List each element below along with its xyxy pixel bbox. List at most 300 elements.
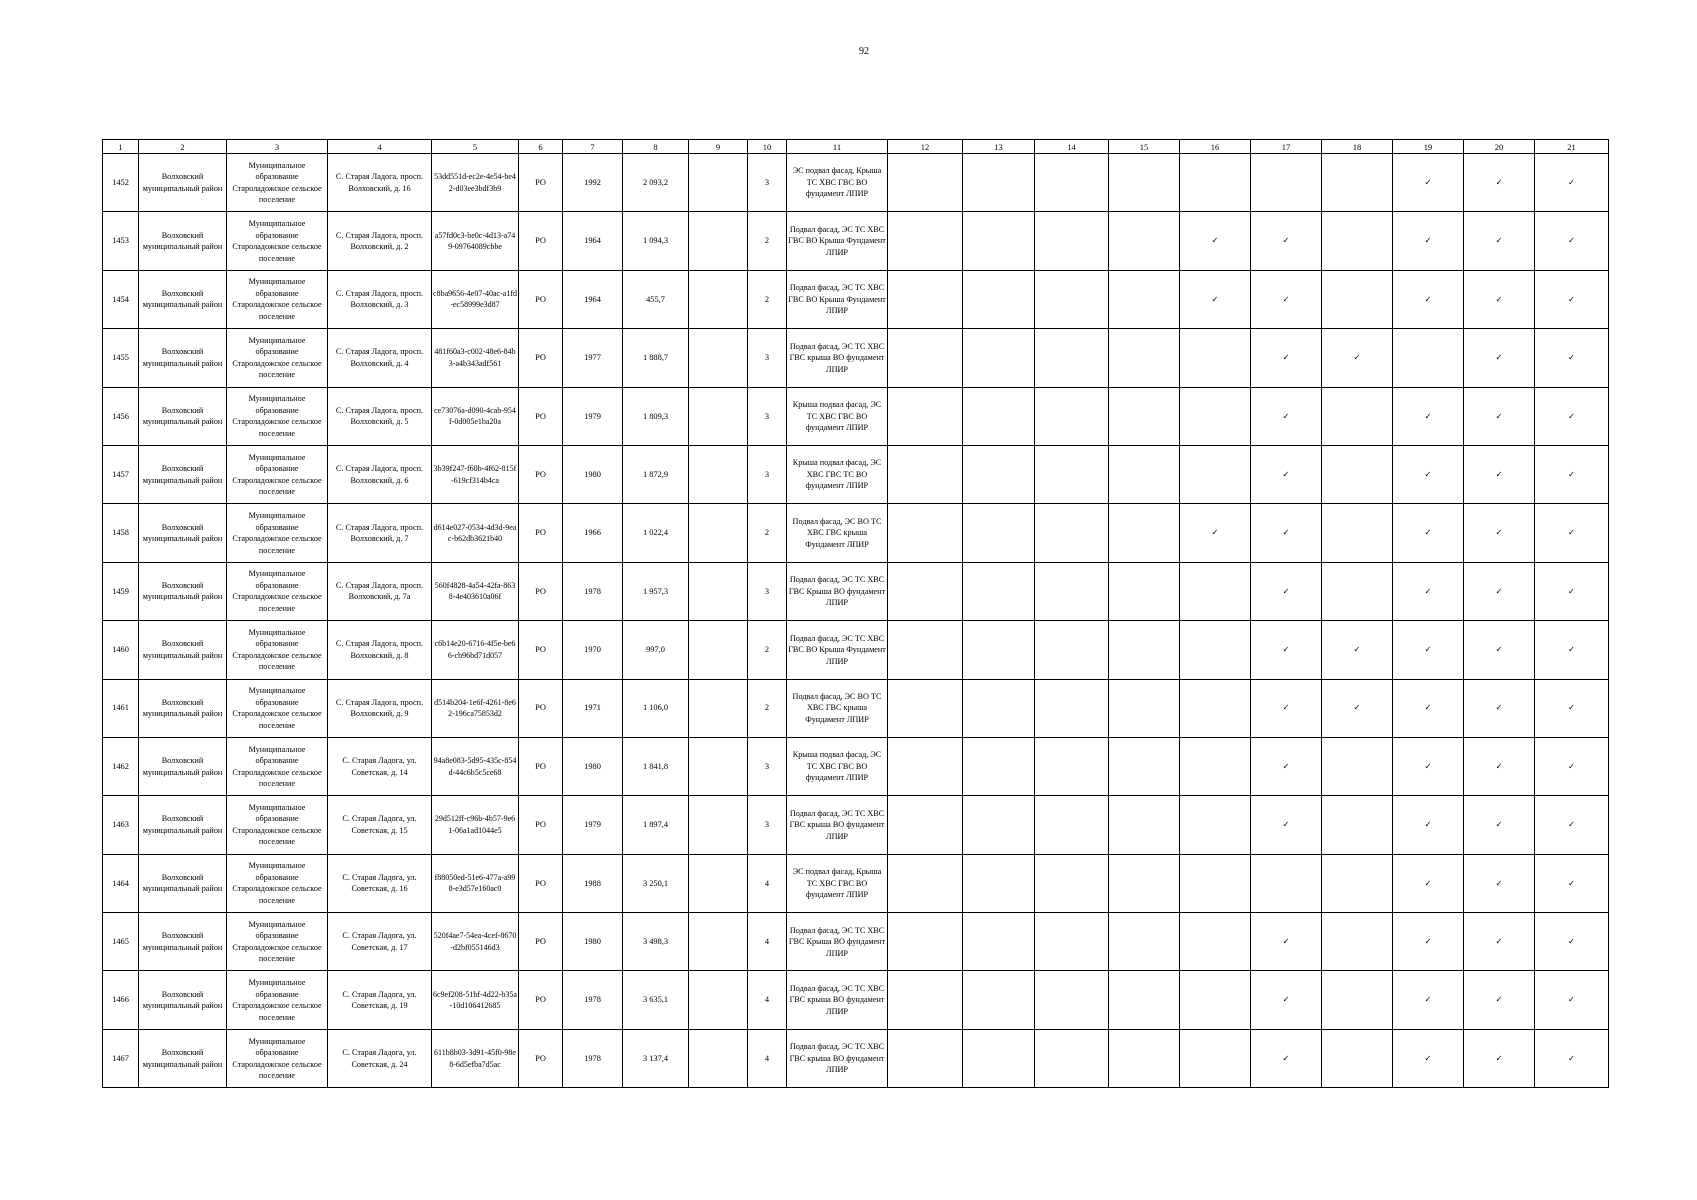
column-header: 15 bbox=[1109, 140, 1180, 154]
col-19-cell: ✓ bbox=[1393, 621, 1464, 679]
register-body bbox=[103, 154, 1609, 1088]
col-13-cell bbox=[963, 154, 1035, 212]
column-header: 13 bbox=[963, 140, 1035, 154]
col-19-cell: ✓ bbox=[1393, 387, 1464, 445]
col-20-cell: ✓ bbox=[1464, 504, 1535, 562]
row-number-cell: 1460 bbox=[103, 621, 139, 679]
address-cell: С. Старая Ладога, просп. Волховский, д. 9 bbox=[328, 679, 432, 737]
building-id-cell: c8ba9656-4e07-40ac-a1fd-ec58999e3d87 bbox=[432, 270, 519, 328]
col-9-cell bbox=[689, 913, 748, 971]
column-header: 21 bbox=[1535, 140, 1609, 154]
col-10-cell: 2 bbox=[748, 504, 787, 562]
col-18-cell bbox=[1322, 154, 1393, 212]
col-18-cell bbox=[1322, 971, 1393, 1029]
district-cell: Волховский муниципальный район bbox=[139, 679, 227, 737]
col-20-cell: ✓ bbox=[1464, 913, 1535, 971]
col-21-cell: ✓ bbox=[1535, 737, 1609, 795]
col-19-cell: ✓ bbox=[1393, 971, 1464, 1029]
col-9-cell bbox=[689, 212, 748, 270]
works-list-cell: Крыша подвал фасад, ЭС ТС ХВС ГВС ВО фундамент ЛПИР bbox=[787, 737, 888, 795]
municipality-cell: Муниципальное образование Староладожское сельское поселение bbox=[227, 913, 328, 971]
col-9-cell bbox=[689, 621, 748, 679]
district-cell: Волховский муниципальный район bbox=[139, 796, 227, 854]
col-16-cell bbox=[1180, 445, 1251, 503]
works-list-cell: Подвал фасад, ЭС ВО ТС ХВС ГВС крыша Фундамент ЛПИР bbox=[787, 504, 888, 562]
col-10-cell: 4 bbox=[748, 1029, 787, 1087]
municipality-cell: Муниципальное образование Староладожское сельское поселение bbox=[227, 1029, 328, 1087]
fund-form-cell: РО bbox=[519, 212, 563, 270]
column-header: 14 bbox=[1035, 140, 1109, 154]
works-list-cell: ЭС подвал фасад, Крыша ТС ХВС ГВС ВО фундамент ЛПИР bbox=[787, 154, 888, 212]
col-18-cell bbox=[1322, 562, 1393, 620]
municipality-cell: Муниципальное образование Староладожское сельское поселение bbox=[227, 854, 328, 912]
col-12-cell bbox=[888, 270, 963, 328]
col-9-cell bbox=[689, 854, 748, 912]
col-13-cell bbox=[963, 445, 1035, 503]
year-cell: 1971 bbox=[563, 679, 623, 737]
building-id-cell: 3b39f247-f60b-4f62-815f-619cf314b4ca bbox=[432, 445, 519, 503]
building-id-cell: 520f4ae7-54ea-4cef-8670-d2bf055146d3 bbox=[432, 913, 519, 971]
column-header: 18 bbox=[1322, 140, 1393, 154]
col-13-cell bbox=[963, 387, 1035, 445]
col-15-cell bbox=[1109, 387, 1180, 445]
building-id-cell: d614e027-0534-4d3d-9eac-b62db3621b40 bbox=[432, 504, 519, 562]
col-21-cell: ✓ bbox=[1535, 679, 1609, 737]
year-cell: 1979 bbox=[563, 796, 623, 854]
table-row bbox=[103, 562, 1609, 620]
fund-form-cell: РО bbox=[519, 154, 563, 212]
fund-form-cell: РО bbox=[519, 913, 563, 971]
address-cell: С. Старая Ладога, просп. Волховский, д. 7а bbox=[328, 562, 432, 620]
area-cell: 3 137,4 bbox=[623, 1029, 689, 1087]
col-13-cell bbox=[963, 270, 1035, 328]
area-cell: 1 022,4 bbox=[623, 504, 689, 562]
col-9-cell bbox=[689, 562, 748, 620]
fund-form-cell: РО bbox=[519, 621, 563, 679]
col-13-cell bbox=[963, 913, 1035, 971]
col-14-cell bbox=[1035, 679, 1109, 737]
col-18-cell: ✓ bbox=[1322, 679, 1393, 737]
col-14-cell bbox=[1035, 504, 1109, 562]
district-cell: Волховский муниципальный район bbox=[139, 971, 227, 1029]
col-15-cell bbox=[1109, 445, 1180, 503]
col-10-cell: 3 bbox=[748, 154, 787, 212]
col-20-cell: ✓ bbox=[1464, 1029, 1535, 1087]
year-cell: 1980 bbox=[563, 913, 623, 971]
table-row bbox=[103, 679, 1609, 737]
building-id-cell: 6c9ef208-51bf-4d22-b35a-10d106412685 bbox=[432, 971, 519, 1029]
works-list-cell: Крыша подвал фасад, ЭС ТС ХВС ГВС ВО фундамент ЛПИР bbox=[787, 387, 888, 445]
col-14-cell bbox=[1035, 854, 1109, 912]
col-17-cell: ✓ bbox=[1251, 212, 1322, 270]
row-number-cell: 1453 bbox=[103, 212, 139, 270]
col-15-cell bbox=[1109, 504, 1180, 562]
address-cell: С. Старая Ладога, просп. Волховский, д. 7 bbox=[328, 504, 432, 562]
col-9-cell bbox=[689, 329, 748, 387]
col-14-cell bbox=[1035, 971, 1109, 1029]
col-14-cell bbox=[1035, 562, 1109, 620]
table-row bbox=[103, 971, 1609, 1029]
col-14-cell bbox=[1035, 270, 1109, 328]
area-cell: 1 094,3 bbox=[623, 212, 689, 270]
works-list-cell: ЭС подвал фасад, Крыша ТС ХВС ГВС ВО фундамент ЛПИР bbox=[787, 854, 888, 912]
year-cell: 1978 bbox=[563, 971, 623, 1029]
address-cell: С. Старая Ладога, просп. Волховский, д. 16 bbox=[328, 154, 432, 212]
address-cell: С. Старая Ладога, ул. Советская, д. 19 bbox=[328, 971, 432, 1029]
col-15-cell bbox=[1109, 971, 1180, 1029]
works-list-cell: Подвал фасад, ЭС ТС ХВС ГВС крыша ВО фундамент ЛПИР bbox=[787, 1029, 888, 1087]
row-number-cell: 1464 bbox=[103, 854, 139, 912]
fund-form-cell: РО bbox=[519, 504, 563, 562]
column-header: 6 bbox=[519, 140, 563, 154]
col-16-cell: ✓ bbox=[1180, 212, 1251, 270]
col-15-cell bbox=[1109, 737, 1180, 795]
column-header: 9 bbox=[689, 140, 748, 154]
area-cell: 1 841,8 bbox=[623, 737, 689, 795]
col-21-cell: ✓ bbox=[1535, 854, 1609, 912]
year-cell: 1980 bbox=[563, 445, 623, 503]
col-16-cell bbox=[1180, 621, 1251, 679]
column-header: 11 bbox=[787, 140, 888, 154]
page-number: 92 bbox=[859, 46, 869, 57]
address-cell: С. Старая Ладога, просп. Волховский, д. 4 bbox=[328, 329, 432, 387]
col-15-cell bbox=[1109, 621, 1180, 679]
col-12-cell bbox=[888, 504, 963, 562]
col-17-cell: ✓ bbox=[1251, 387, 1322, 445]
col-9-cell bbox=[689, 504, 748, 562]
col-21-cell: ✓ bbox=[1535, 154, 1609, 212]
col-18-cell bbox=[1322, 796, 1393, 854]
column-header: 17 bbox=[1251, 140, 1322, 154]
works-list-cell: Подвал фасад, ЭС ТС ХВС ГВС ВО Крыша Фундамент ЛПИР bbox=[787, 621, 888, 679]
col-17-cell bbox=[1251, 854, 1322, 912]
table-row bbox=[103, 212, 1609, 270]
district-cell: Волховский муниципальный район bbox=[139, 504, 227, 562]
col-13-cell bbox=[963, 971, 1035, 1029]
district-cell: Волховский муниципальный район bbox=[139, 387, 227, 445]
column-header: 12 bbox=[888, 140, 963, 154]
area-cell: 3 250,1 bbox=[623, 854, 689, 912]
col-21-cell: ✓ bbox=[1535, 504, 1609, 562]
col-21-cell: ✓ bbox=[1535, 212, 1609, 270]
works-list-cell: Подвал фасад, ЭС ТС ХВС ГВС крыша ВО фундамент ЛПИР bbox=[787, 971, 888, 1029]
col-17-cell: ✓ bbox=[1251, 913, 1322, 971]
column-header: 19 bbox=[1393, 140, 1464, 154]
col-16-cell bbox=[1180, 971, 1251, 1029]
row-number-cell: 1455 bbox=[103, 329, 139, 387]
district-cell: Волховский муниципальный район bbox=[139, 154, 227, 212]
col-10-cell: 3 bbox=[748, 445, 787, 503]
col-10-cell: 2 bbox=[748, 270, 787, 328]
col-12-cell bbox=[888, 562, 963, 620]
col-15-cell bbox=[1109, 796, 1180, 854]
fund-form-cell: РО bbox=[519, 387, 563, 445]
area-cell: 3 635,1 bbox=[623, 971, 689, 1029]
col-13-cell bbox=[963, 212, 1035, 270]
col-17-cell: ✓ bbox=[1251, 562, 1322, 620]
year-cell: 1970 bbox=[563, 621, 623, 679]
col-13-cell bbox=[963, 504, 1035, 562]
municipality-cell: Муниципальное образование Староладожское сельское поселение bbox=[227, 737, 328, 795]
col-13-cell bbox=[963, 679, 1035, 737]
works-list-cell: Подвал фасад, ЭС ТС ХВС ГВС крыша ВО фундамент ЛПИР bbox=[787, 329, 888, 387]
municipality-cell: Муниципальное образование Староладожское сельское поселение bbox=[227, 270, 328, 328]
district-cell: Волховский муниципальный район bbox=[139, 854, 227, 912]
col-16-cell: ✓ bbox=[1180, 504, 1251, 562]
col-21-cell: ✓ bbox=[1535, 913, 1609, 971]
row-number-cell: 1454 bbox=[103, 270, 139, 328]
col-20-cell: ✓ bbox=[1464, 329, 1535, 387]
col-19-cell: ✓ bbox=[1393, 913, 1464, 971]
col-12-cell bbox=[888, 679, 963, 737]
col-13-cell bbox=[963, 329, 1035, 387]
col-14-cell bbox=[1035, 387, 1109, 445]
col-13-cell bbox=[963, 1029, 1035, 1087]
col-21-cell: ✓ bbox=[1535, 1029, 1609, 1087]
municipality-cell: Муниципальное образование Староладожское сельское поселение bbox=[227, 387, 328, 445]
municipality-cell: Муниципальное образование Староладожское сельское поселение bbox=[227, 445, 328, 503]
col-17-cell: ✓ bbox=[1251, 971, 1322, 1029]
fund-form-cell: РО bbox=[519, 796, 563, 854]
table-row bbox=[103, 796, 1609, 854]
address-cell: С. Старая Ладога, просп. Волховский, д. 5 bbox=[328, 387, 432, 445]
fund-form-cell: РО bbox=[519, 971, 563, 1029]
building-id-cell: f88050ed-51e6-477a-a998-e3d57e160ac0 bbox=[432, 854, 519, 912]
year-cell: 1964 bbox=[563, 212, 623, 270]
table-row bbox=[103, 1029, 1609, 1087]
building-id-cell: 94a8e083-5d95-435c-854d-44c6b5c5ce68 bbox=[432, 737, 519, 795]
col-14-cell bbox=[1035, 154, 1109, 212]
col-20-cell: ✓ bbox=[1464, 154, 1535, 212]
district-cell: Волховский муниципальный район bbox=[139, 621, 227, 679]
col-21-cell: ✓ bbox=[1535, 387, 1609, 445]
works-list-cell: Подвал фасад, ЭС ВО ТС ХВС ГВС крыша Фундамент ЛПИР bbox=[787, 679, 888, 737]
col-12-cell bbox=[888, 621, 963, 679]
table-row bbox=[103, 154, 1609, 212]
col-19-cell: ✓ bbox=[1393, 212, 1464, 270]
col-19-cell: ✓ bbox=[1393, 270, 1464, 328]
works-list-cell: Подвал фасад, ЭС ТС ХВС ГВС ВО Крыша Фундамент ЛПИР bbox=[787, 212, 888, 270]
col-18-cell bbox=[1322, 212, 1393, 270]
col-16-cell bbox=[1180, 329, 1251, 387]
col-15-cell bbox=[1109, 679, 1180, 737]
col-10-cell: 3 bbox=[748, 387, 787, 445]
col-21-cell: ✓ bbox=[1535, 270, 1609, 328]
col-13-cell bbox=[963, 562, 1035, 620]
col-21-cell: ✓ bbox=[1535, 562, 1609, 620]
works-list-cell: Подвал фасад, ЭС ТС ХВС ГВС Крыша ВО фундамент ЛПИР bbox=[787, 913, 888, 971]
col-18-cell bbox=[1322, 854, 1393, 912]
column-header: 3 bbox=[227, 140, 328, 154]
col-15-cell bbox=[1109, 212, 1180, 270]
row-number-cell: 1461 bbox=[103, 679, 139, 737]
col-9-cell bbox=[689, 679, 748, 737]
table-row bbox=[103, 621, 1609, 679]
municipality-cell: Муниципальное образование Староладожское сельское поселение bbox=[227, 329, 328, 387]
col-17-cell: ✓ bbox=[1251, 737, 1322, 795]
municipality-cell: Муниципальное образование Староладожское сельское поселение bbox=[227, 679, 328, 737]
col-16-cell bbox=[1180, 387, 1251, 445]
col-12-cell bbox=[888, 854, 963, 912]
col-10-cell: 3 bbox=[748, 329, 787, 387]
col-20-cell: ✓ bbox=[1464, 679, 1535, 737]
col-21-cell: ✓ bbox=[1535, 329, 1609, 387]
col-12-cell bbox=[888, 971, 963, 1029]
col-20-cell: ✓ bbox=[1464, 621, 1535, 679]
table-row bbox=[103, 504, 1609, 562]
col-19-cell: ✓ bbox=[1393, 1029, 1464, 1087]
column-header: 2 bbox=[139, 140, 227, 154]
col-15-cell bbox=[1109, 1029, 1180, 1087]
col-15-cell bbox=[1109, 329, 1180, 387]
area-cell: 1 897,4 bbox=[623, 796, 689, 854]
year-cell: 1977 bbox=[563, 329, 623, 387]
column-header: 4 bbox=[328, 140, 432, 154]
building-id-cell: 560f4828-4a54-42fa-8638-4e403610a06f bbox=[432, 562, 519, 620]
address-cell: С. Старая Ладога, ул. Советская, д. 24 bbox=[328, 1029, 432, 1087]
column-header: 1 bbox=[103, 140, 139, 154]
works-list-cell: Подвал фасад, ЭС ТС ХВС ГВС ВО Крыша Фундамент ЛПИР bbox=[787, 270, 888, 328]
row-number-cell: 1463 bbox=[103, 796, 139, 854]
municipality-cell: Муниципальное образование Староладожское сельское поселение bbox=[227, 621, 328, 679]
table-row bbox=[103, 445, 1609, 503]
col-15-cell bbox=[1109, 154, 1180, 212]
col-16-cell bbox=[1180, 679, 1251, 737]
works-list-cell: Подвал фасад, ЭС ТС ХВС ГВС крыша ВО фундамент ЛПИР bbox=[787, 796, 888, 854]
table-row bbox=[103, 387, 1609, 445]
col-17-cell: ✓ bbox=[1251, 679, 1322, 737]
area-cell: 1 809,3 bbox=[623, 387, 689, 445]
column-header: 20 bbox=[1464, 140, 1535, 154]
address-cell: С. Старая Ладога, просп. Волховский, д. 6 bbox=[328, 445, 432, 503]
area-cell: 2 093,2 bbox=[623, 154, 689, 212]
address-cell: С. Старая Ладога, просп. Волховский, д. 3 bbox=[328, 270, 432, 328]
col-9-cell bbox=[689, 445, 748, 503]
col-15-cell bbox=[1109, 913, 1180, 971]
column-header: 8 bbox=[623, 140, 689, 154]
col-12-cell bbox=[888, 387, 963, 445]
address-cell: С. Старая Ладога, ул. Советская, д. 16 bbox=[328, 854, 432, 912]
col-19-cell: ✓ bbox=[1393, 445, 1464, 503]
col-9-cell bbox=[689, 387, 748, 445]
fund-form-cell: РО bbox=[519, 854, 563, 912]
column-header: 7 bbox=[563, 140, 623, 154]
col-10-cell: 2 bbox=[748, 621, 787, 679]
col-10-cell: 3 bbox=[748, 562, 787, 620]
col-9-cell bbox=[689, 971, 748, 1029]
year-cell: 1992 bbox=[563, 154, 623, 212]
col-12-cell bbox=[888, 154, 963, 212]
col-10-cell: 4 bbox=[748, 913, 787, 971]
column-number-row bbox=[103, 140, 1609, 154]
col-21-cell: ✓ bbox=[1535, 796, 1609, 854]
housing-register-table bbox=[102, 139, 1609, 1088]
col-13-cell bbox=[963, 737, 1035, 795]
address-cell: С. Старая Ладога, просп. Волховский, д. 8 bbox=[328, 621, 432, 679]
col-20-cell: ✓ bbox=[1464, 854, 1535, 912]
address-cell: С. Старая Ладога, ул. Советская, д. 15 bbox=[328, 796, 432, 854]
col-15-cell bbox=[1109, 270, 1180, 328]
district-cell: Волховский муниципальный район bbox=[139, 212, 227, 270]
col-19-cell: ✓ bbox=[1393, 796, 1464, 854]
works-list-cell: Крыша подвал фасад, ЭС ХВС ГВС ТС ВО фундамент ЛПИР bbox=[787, 445, 888, 503]
year-cell: 1966 bbox=[563, 504, 623, 562]
col-18-cell bbox=[1322, 270, 1393, 328]
year-cell: 1978 bbox=[563, 562, 623, 620]
row-number-cell: 1462 bbox=[103, 737, 139, 795]
district-cell: Волховский муниципальный район bbox=[139, 913, 227, 971]
col-16-cell bbox=[1180, 737, 1251, 795]
col-17-cell: ✓ bbox=[1251, 329, 1322, 387]
municipality-cell: Муниципальное образование Староладожское сельское поселение bbox=[227, 504, 328, 562]
col-20-cell: ✓ bbox=[1464, 971, 1535, 1029]
area-cell: 997,0 bbox=[623, 621, 689, 679]
building-id-cell: a57fd0c3-be0c-4d13-a749-09764089cbbe bbox=[432, 212, 519, 270]
row-number-cell: 1459 bbox=[103, 562, 139, 620]
municipality-cell: Муниципальное образование Староладожское сельское поселение bbox=[227, 562, 328, 620]
col-21-cell: ✓ bbox=[1535, 971, 1609, 1029]
area-cell: 3 498,3 bbox=[623, 913, 689, 971]
district-cell: Волховский муниципальный район bbox=[139, 329, 227, 387]
fund-form-cell: РО bbox=[519, 1029, 563, 1087]
table-row bbox=[103, 913, 1609, 971]
col-20-cell: ✓ bbox=[1464, 562, 1535, 620]
row-number-cell: 1456 bbox=[103, 387, 139, 445]
col-18-cell bbox=[1322, 504, 1393, 562]
municipality-cell: Муниципальное образование Староладожское сельское поселение bbox=[227, 212, 328, 270]
row-number-cell: 1465 bbox=[103, 913, 139, 971]
table-row bbox=[103, 329, 1609, 387]
col-10-cell: 2 bbox=[748, 212, 787, 270]
col-12-cell bbox=[888, 737, 963, 795]
col-16-cell: ✓ bbox=[1180, 270, 1251, 328]
col-9-cell bbox=[689, 270, 748, 328]
municipality-cell: Муниципальное образование Староладожское сельское поселение bbox=[227, 154, 328, 212]
row-number-cell: 1452 bbox=[103, 154, 139, 212]
works-list-cell: Подвал фасад, ЭС ТС ХВС ГВС Крыша ВО фундамент ЛПИР bbox=[787, 562, 888, 620]
area-cell: 1 888,7 bbox=[623, 329, 689, 387]
col-16-cell bbox=[1180, 913, 1251, 971]
row-number-cell: 1457 bbox=[103, 445, 139, 503]
fund-form-cell: РО bbox=[519, 445, 563, 503]
row-number-cell: 1466 bbox=[103, 971, 139, 1029]
col-16-cell bbox=[1180, 854, 1251, 912]
table-row bbox=[103, 854, 1609, 912]
fund-form-cell: РО bbox=[519, 679, 563, 737]
year-cell: 1980 bbox=[563, 737, 623, 795]
col-12-cell bbox=[888, 796, 963, 854]
district-cell: Волховский муниципальный район bbox=[139, 737, 227, 795]
building-id-cell: 29d512ff-c96b-4b57-9e61-06a1ad1044e5 bbox=[432, 796, 519, 854]
area-cell: 1 872,9 bbox=[623, 445, 689, 503]
col-17-cell bbox=[1251, 154, 1322, 212]
col-18-cell bbox=[1322, 913, 1393, 971]
building-id-cell: 481f60a3-c002-48e6-84b3-a4b343adf561 bbox=[432, 329, 519, 387]
col-15-cell bbox=[1109, 854, 1180, 912]
address-cell: С. Старая Ладога, просп. Волховский, д. 2 bbox=[328, 212, 432, 270]
district-cell: Волховский муниципальный район bbox=[139, 1029, 227, 1087]
column-header: 5 bbox=[432, 140, 519, 154]
year-cell: 1964 bbox=[563, 270, 623, 328]
col-10-cell: 3 bbox=[748, 737, 787, 795]
fund-form-cell: РО bbox=[519, 270, 563, 328]
col-13-cell bbox=[963, 854, 1035, 912]
fund-form-cell: РО bbox=[519, 737, 563, 795]
col-14-cell bbox=[1035, 329, 1109, 387]
col-12-cell bbox=[888, 1029, 963, 1087]
col-10-cell: 2 bbox=[748, 679, 787, 737]
address-cell: С. Старая Ладога, ул. Советская, д. 14 bbox=[328, 737, 432, 795]
